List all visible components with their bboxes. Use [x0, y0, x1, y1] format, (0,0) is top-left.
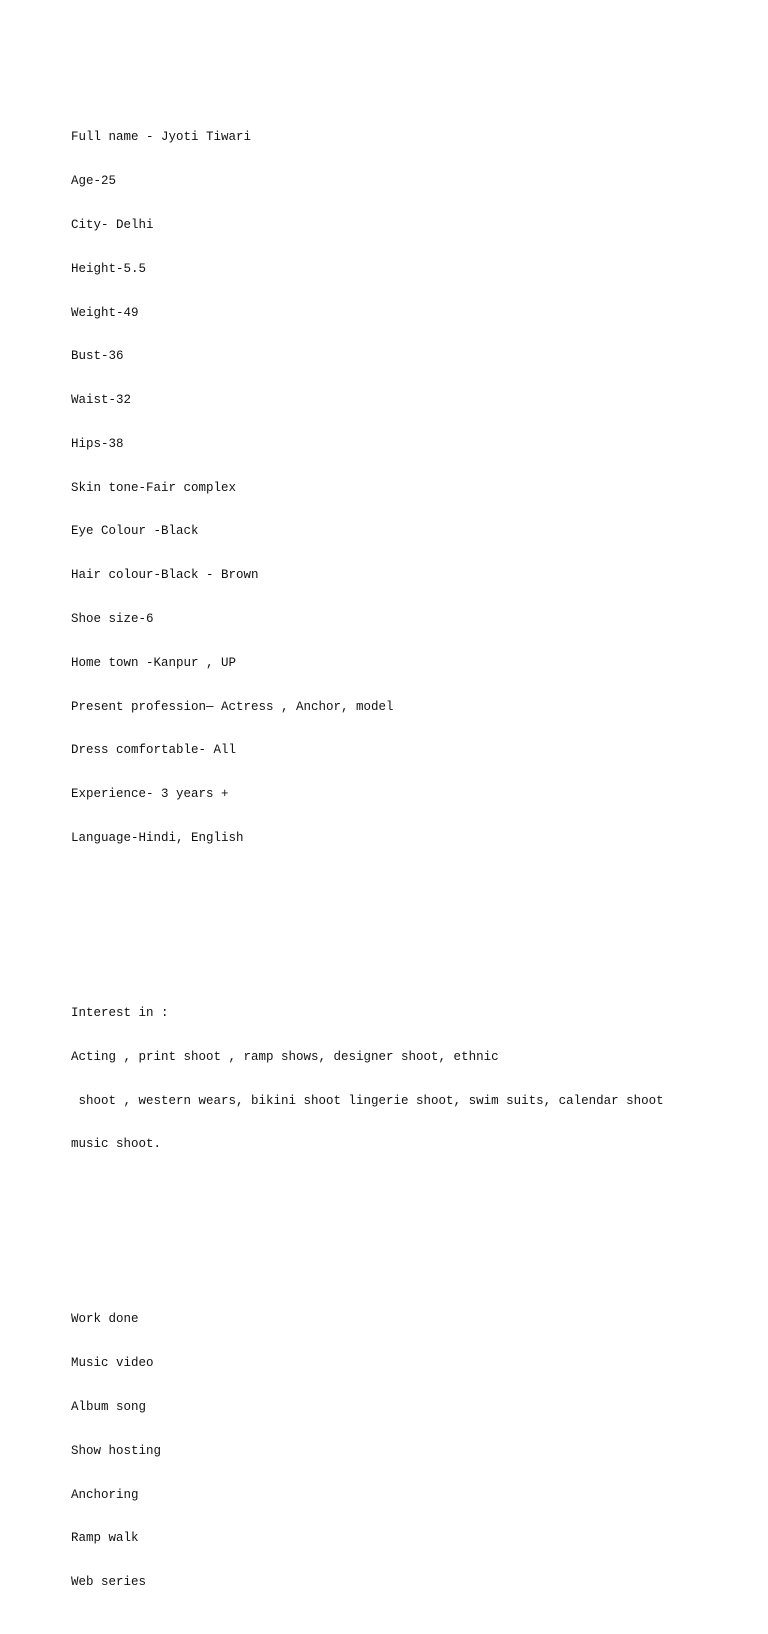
skin-tone-line: Skin tone-Fair complex [71, 480, 237, 495]
work-item: Web series [71, 1575, 147, 1590]
hips-line: Hips-38 [71, 436, 124, 451]
work-item: Album song [71, 1400, 147, 1415]
work-item: Music video [71, 1356, 154, 1371]
weight-line: Weight-49 [71, 305, 139, 320]
interest-heading: Interest in : [71, 1006, 169, 1020]
age-line: Age-25 [71, 174, 117, 189]
bust-line: Bust-36 [71, 349, 124, 364]
work-item: Ramp walk [71, 1531, 139, 1546]
interest-line: shoot , western wears, bikini shoot lingerie shoot, swim suits, calendar shoot [71, 1093, 664, 1108]
work-item: Anchoring [71, 1487, 139, 1502]
work-item: Show hosting [71, 1443, 162, 1458]
work-section [71, 1283, 751, 1619]
city-line: City- Delhi [71, 217, 154, 232]
eye-colour-line: Eye Colour -Black [71, 524, 199, 539]
home-town-line: Home town -Kanpur , UP [71, 655, 237, 670]
language-line: Language-Hindi, English [71, 830, 244, 845]
document-page [71, 72, 751, 1634]
hair-colour-line: Hair colour-Black - Brown [71, 568, 259, 583]
experience-line: Experience- 3 years + [71, 787, 229, 802]
height-line: Height-5.5 [71, 261, 147, 276]
full-name-line: Full name - Jyoti Tiwari [71, 130, 252, 145]
shoe-size-line: Shoe size-6 [71, 611, 154, 626]
profession-line: Present profession— Actress , Anchor, model [71, 699, 394, 714]
profile-section [71, 101, 751, 874]
spacer [71, 918, 751, 933]
work-heading: Work done [71, 1312, 139, 1327]
dress-line: Dress comfortable- All [71, 743, 237, 758]
interest-line: music shoot. [71, 1137, 162, 1152]
interest-section [71, 977, 751, 1181]
spacer [71, 1225, 751, 1240]
waist-line: Waist-32 [71, 393, 132, 408]
interest-line: Acting , print shoot , ramp shows, designer shoot, ethnic [71, 1049, 499, 1064]
